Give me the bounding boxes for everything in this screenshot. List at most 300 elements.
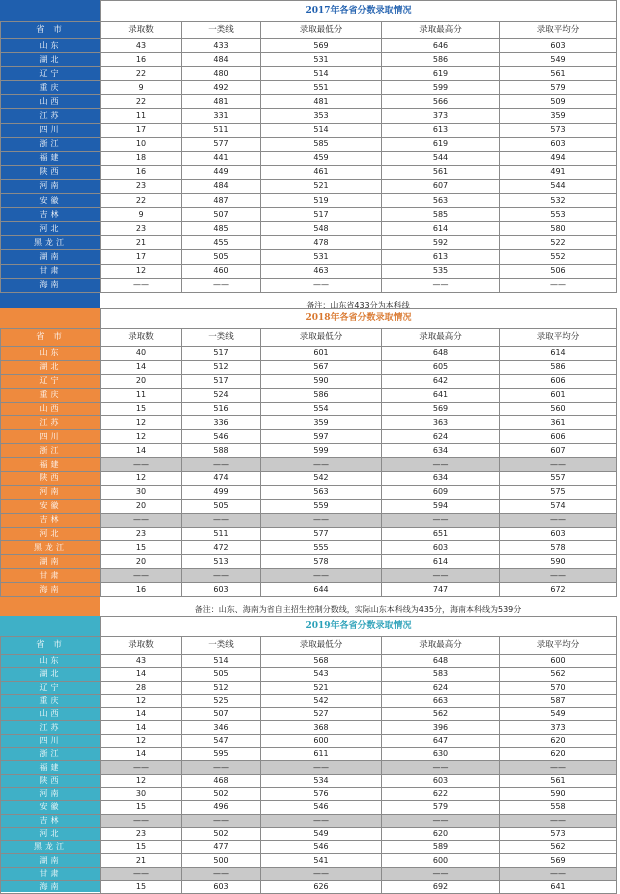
table-row	[1, 485, 617, 499]
table-row	[1, 388, 617, 402]
value-cell: 12	[101, 416, 182, 430]
value-cell: 576	[261, 787, 382, 800]
column-header: 录取平均分	[500, 22, 617, 39]
value-cell: 563	[382, 194, 500, 208]
value-cell: 373	[382, 109, 500, 123]
table-title-row	[1, 617, 617, 637]
value-cell: 363	[382, 416, 500, 430]
province-cell: 辽宁	[1, 67, 101, 81]
value-cell: ——	[500, 278, 617, 292]
column-header: 录取最低分	[261, 637, 382, 655]
scores-table	[0, 616, 617, 894]
table-row	[1, 109, 617, 123]
table-row	[1, 555, 617, 569]
value-cell: 21	[101, 236, 182, 250]
value-cell: 516	[182, 402, 261, 416]
province-cell: 辽宁	[1, 374, 101, 388]
value-cell: 544	[382, 151, 500, 165]
table-title-row	[1, 309, 617, 329]
title-spacer	[1, 617, 101, 637]
value-cell: 574	[500, 499, 617, 513]
value-cell: 600	[500, 655, 617, 668]
value-cell: ——	[500, 814, 617, 827]
province-cell: 浙江	[1, 444, 101, 458]
value-cell: 463	[261, 264, 382, 278]
province-cell: 甘肃	[1, 264, 101, 278]
section-2019	[0, 616, 620, 892]
value-cell: 549	[500, 53, 617, 67]
value-cell: 23	[101, 179, 182, 193]
value-cell: 500	[182, 854, 261, 867]
value-cell: 562	[382, 708, 500, 721]
value-cell: 484	[182, 179, 261, 193]
value-cell: 18	[101, 151, 182, 165]
value-cell: 373	[500, 721, 617, 734]
value-cell: ——	[182, 458, 261, 472]
value-cell: 546	[261, 841, 382, 854]
value-cell: ——	[500, 867, 617, 880]
value-cell: ——	[382, 569, 500, 583]
value-cell: 595	[182, 748, 261, 761]
column-header: 录取数	[101, 22, 182, 39]
table-row	[1, 668, 617, 681]
province-cell: 浙江	[1, 137, 101, 151]
province-cell: 山西	[1, 402, 101, 416]
value-cell: 477	[182, 841, 261, 854]
value-cell: 569	[382, 402, 500, 416]
value-cell: 12	[101, 694, 182, 707]
value-cell: 487	[182, 194, 261, 208]
table-row	[1, 123, 617, 137]
table-row	[1, 694, 617, 707]
value-cell: 553	[500, 208, 617, 222]
table-row	[1, 499, 617, 513]
value-cell: 517	[261, 208, 382, 222]
column-header: 录取最低分	[261, 329, 382, 347]
value-cell: 9	[101, 208, 182, 222]
value-cell: 642	[382, 374, 500, 388]
province-cell: 山西	[1, 708, 101, 721]
value-cell: 461	[261, 165, 382, 179]
province-cell: 山东	[1, 347, 101, 361]
value-cell: 551	[261, 81, 382, 95]
table-row	[1, 165, 617, 179]
table-row	[1, 458, 617, 472]
value-cell: 331	[182, 109, 261, 123]
value-cell: 549	[261, 827, 382, 840]
value-cell: 573	[500, 123, 617, 137]
table-row	[1, 67, 617, 81]
value-cell: 511	[182, 527, 261, 541]
column-header: 录取数	[101, 329, 182, 347]
value-cell: 502	[182, 787, 261, 800]
table-row	[1, 787, 617, 800]
column-header: 省 市	[1, 637, 101, 655]
table-row	[1, 527, 617, 541]
table-row	[1, 569, 617, 583]
province-cell: 重庆	[1, 81, 101, 95]
table-row	[1, 708, 617, 721]
value-cell: 609	[382, 485, 500, 499]
value-cell: 396	[382, 721, 500, 734]
value-cell: 519	[261, 194, 382, 208]
value-cell: 562	[500, 841, 617, 854]
value-cell: 561	[382, 165, 500, 179]
value-cell: 557	[500, 472, 617, 486]
value-cell: 507	[182, 708, 261, 721]
value-cell: 361	[500, 416, 617, 430]
value-cell: 12	[101, 264, 182, 278]
table-row	[1, 39, 617, 53]
province-cell: 四川	[1, 734, 101, 747]
value-cell: 43	[101, 655, 182, 668]
province-cell: 江苏	[1, 721, 101, 734]
value-cell: 17	[101, 123, 182, 137]
province-cell: 重庆	[1, 694, 101, 707]
value-cell: ——	[382, 458, 500, 472]
table-row	[1, 814, 617, 827]
value-cell: 14	[101, 360, 182, 374]
value-cell: ——	[261, 458, 382, 472]
province-cell: 福建	[1, 151, 101, 165]
table-row	[1, 264, 617, 278]
table-row	[1, 360, 617, 374]
value-cell: 569	[261, 39, 382, 53]
value-cell: 15	[101, 841, 182, 854]
province-cell: 安徽	[1, 801, 101, 814]
value-cell: ——	[182, 761, 261, 774]
province-cell: 陕西	[1, 472, 101, 486]
province-cell: 吉林	[1, 513, 101, 527]
province-cell: 山西	[1, 95, 101, 109]
column-header: 一类线	[182, 22, 261, 39]
table-row	[1, 236, 617, 250]
value-cell: 496	[182, 801, 261, 814]
value-cell: 648	[382, 347, 500, 361]
value-cell: 554	[261, 402, 382, 416]
value-cell: 506	[500, 264, 617, 278]
value-cell: 601	[500, 388, 617, 402]
value-cell: 611	[261, 748, 382, 761]
province-cell: 湖北	[1, 668, 101, 681]
value-cell: 561	[500, 774, 617, 787]
value-cell: ——	[382, 278, 500, 292]
value-cell: 622	[382, 787, 500, 800]
value-cell: 560	[500, 402, 617, 416]
value-cell: 648	[382, 655, 500, 668]
value-cell: 514	[182, 655, 261, 668]
value-cell: 522	[500, 236, 617, 250]
value-cell: 14	[101, 721, 182, 734]
province-cell: 河南	[1, 179, 101, 193]
value-cell: 626	[261, 881, 382, 894]
table-row	[1, 774, 617, 787]
value-cell: 485	[182, 222, 261, 236]
value-cell: 481	[182, 95, 261, 109]
value-cell: 562	[500, 668, 617, 681]
table-row	[1, 137, 617, 151]
value-cell: 472	[182, 541, 261, 555]
value-cell: 513	[182, 555, 261, 569]
value-cell: 583	[382, 668, 500, 681]
value-cell: 512	[182, 681, 261, 694]
value-cell: 512	[182, 360, 261, 374]
province-cell: 黑龙江	[1, 236, 101, 250]
value-cell: 594	[382, 499, 500, 513]
table-header-row	[1, 329, 617, 347]
table-row	[1, 583, 617, 597]
value-cell: 9	[101, 81, 182, 95]
value-cell: 542	[261, 472, 382, 486]
value-cell: 20	[101, 374, 182, 388]
value-cell: 603	[500, 137, 617, 151]
value-cell: ——	[101, 867, 182, 880]
province-cell: 吉林	[1, 208, 101, 222]
value-cell: 577	[261, 527, 382, 541]
value-cell: ——	[101, 278, 182, 292]
value-cell: 590	[261, 374, 382, 388]
province-cell: 河北	[1, 827, 101, 840]
value-cell: ——	[382, 513, 500, 527]
scores-table	[0, 308, 617, 597]
value-cell: 535	[382, 264, 500, 278]
value-cell: 607	[500, 444, 617, 458]
province-cell: 河南	[1, 787, 101, 800]
value-cell: 11	[101, 388, 182, 402]
province-cell: 辽宁	[1, 681, 101, 694]
value-cell: 531	[261, 53, 382, 67]
value-cell: ——	[182, 278, 261, 292]
column-header: 一类线	[182, 637, 261, 655]
value-cell: 346	[182, 721, 261, 734]
table-row	[1, 472, 617, 486]
value-cell: 546	[261, 801, 382, 814]
value-cell: 599	[261, 444, 382, 458]
value-cell: 580	[500, 222, 617, 236]
value-cell: 543	[261, 668, 382, 681]
table-row	[1, 250, 617, 264]
value-cell: 588	[182, 444, 261, 458]
value-cell: 549	[500, 708, 617, 721]
value-cell: 606	[500, 430, 617, 444]
value-cell: 460	[182, 264, 261, 278]
province-cell: 河北	[1, 222, 101, 236]
value-cell: 570	[500, 681, 617, 694]
value-cell: 585	[261, 137, 382, 151]
value-cell: 651	[382, 527, 500, 541]
province-cell: 陕西	[1, 774, 101, 787]
value-cell: ——	[261, 814, 382, 827]
value-cell: 641	[500, 881, 617, 894]
value-cell: 747	[382, 583, 500, 597]
value-cell: 559	[261, 499, 382, 513]
table-row	[1, 151, 617, 165]
column-header: 录取最高分	[382, 637, 500, 655]
value-cell: 521	[261, 681, 382, 694]
table-note: 备注：山东、海南为省自主招生控制分数线，实际山东本科线为435分，海南本科线为539分	[194, 605, 522, 615]
value-cell: 481	[261, 95, 382, 109]
table-row	[1, 278, 617, 292]
value-cell: 433	[182, 39, 261, 53]
value-cell: 569	[500, 854, 617, 867]
value-cell: ——	[182, 814, 261, 827]
table-row	[1, 761, 617, 774]
table-note: 备注：山东省433分为本科线	[306, 300, 410, 310]
value-cell: 646	[382, 39, 500, 53]
column-header: 一类线	[182, 329, 261, 347]
value-cell: 531	[261, 250, 382, 264]
value-cell: 607	[382, 179, 500, 193]
value-cell: 11	[101, 109, 182, 123]
province-cell: 湖北	[1, 53, 101, 67]
value-cell: ——	[382, 867, 500, 880]
value-cell: 14	[101, 748, 182, 761]
province-cell: 海南	[1, 583, 101, 597]
value-cell: 28	[101, 681, 182, 694]
value-cell: ——	[261, 761, 382, 774]
table-row	[1, 81, 617, 95]
value-cell: 613	[382, 123, 500, 137]
value-cell: ——	[500, 569, 617, 583]
value-cell: 605	[382, 360, 500, 374]
value-cell: 10	[101, 137, 182, 151]
value-cell: 606	[500, 374, 617, 388]
table-row	[1, 444, 617, 458]
value-cell: 16	[101, 583, 182, 597]
value-cell: 555	[261, 541, 382, 555]
province-cell: 河南	[1, 485, 101, 499]
value-cell: 492	[182, 81, 261, 95]
value-cell: 17	[101, 250, 182, 264]
table-row	[1, 827, 617, 840]
province-cell: 四川	[1, 123, 101, 137]
value-cell: 15	[101, 881, 182, 894]
value-cell: 567	[261, 360, 382, 374]
province-cell: 安徽	[1, 194, 101, 208]
value-cell: 517	[182, 347, 261, 361]
table-row	[1, 374, 617, 388]
value-cell: 359	[261, 416, 382, 430]
value-cell: 16	[101, 53, 182, 67]
column-header: 录取最高分	[382, 329, 500, 347]
table-header-row	[1, 637, 617, 655]
value-cell: 534	[261, 774, 382, 787]
province-cell: 湖南	[1, 555, 101, 569]
value-cell: ——	[101, 458, 182, 472]
value-cell: 517	[182, 374, 261, 388]
value-cell: 22	[101, 95, 182, 109]
value-cell: 566	[382, 95, 500, 109]
value-cell: 620	[500, 748, 617, 761]
column-header: 省 市	[1, 329, 101, 347]
value-cell: 597	[261, 430, 382, 444]
value-cell: 507	[182, 208, 261, 222]
province-cell: 陕西	[1, 165, 101, 179]
value-cell: 634	[382, 472, 500, 486]
table-row	[1, 208, 617, 222]
section-2017	[0, 0, 620, 308]
value-cell: 502	[182, 827, 261, 840]
table-row	[1, 854, 617, 867]
province-cell: 甘肃	[1, 867, 101, 880]
value-cell: 505	[182, 499, 261, 513]
value-cell: 614	[500, 347, 617, 361]
value-cell: 15	[101, 541, 182, 555]
value-cell: 23	[101, 827, 182, 840]
province-cell: 安徽	[1, 499, 101, 513]
table-title: 2017年各省分数录取情况	[101, 1, 617, 22]
value-cell: 601	[261, 347, 382, 361]
value-cell: ——	[101, 513, 182, 527]
value-cell: 23	[101, 527, 182, 541]
table-row	[1, 801, 617, 814]
value-cell: 603	[500, 39, 617, 53]
value-cell: 468	[182, 774, 261, 787]
value-cell: 548	[261, 222, 382, 236]
value-cell: ——	[500, 513, 617, 527]
value-cell: 603	[182, 881, 261, 894]
table-row	[1, 416, 617, 430]
value-cell: 575	[500, 485, 617, 499]
table-row	[1, 513, 617, 527]
table-row	[1, 347, 617, 361]
value-cell: 22	[101, 67, 182, 81]
value-cell: 585	[382, 208, 500, 222]
value-cell: 600	[382, 854, 500, 867]
value-cell: 552	[500, 250, 617, 264]
province-cell: 浙江	[1, 748, 101, 761]
value-cell: 544	[500, 179, 617, 193]
column-header: 录取平均分	[500, 637, 617, 655]
value-cell: 449	[182, 165, 261, 179]
value-cell: 30	[101, 485, 182, 499]
value-cell: 23	[101, 222, 182, 236]
table-row	[1, 194, 617, 208]
value-cell: 634	[382, 444, 500, 458]
value-cell: ——	[500, 458, 617, 472]
value-cell: 563	[261, 485, 382, 499]
value-cell: 505	[182, 250, 261, 264]
value-cell: 336	[182, 416, 261, 430]
table-row	[1, 867, 617, 880]
value-cell: 16	[101, 165, 182, 179]
value-cell: 590	[500, 555, 617, 569]
value-cell: 561	[500, 67, 617, 81]
value-cell: 521	[261, 179, 382, 193]
value-cell: 603	[382, 541, 500, 555]
scores-table	[0, 0, 617, 293]
value-cell: ——	[182, 867, 261, 880]
value-cell: 514	[261, 67, 382, 81]
value-cell: 478	[261, 236, 382, 250]
value-cell: 586	[500, 360, 617, 374]
province-cell: 江苏	[1, 109, 101, 123]
value-cell: 592	[382, 236, 500, 250]
value-cell: 647	[382, 734, 500, 747]
value-cell: 603	[382, 774, 500, 787]
value-cell: 40	[101, 347, 182, 361]
value-cell: ——	[182, 513, 261, 527]
value-cell: ——	[382, 761, 500, 774]
table-row	[1, 541, 617, 555]
province-cell: 江苏	[1, 416, 101, 430]
value-cell: 579	[382, 801, 500, 814]
value-cell: ——	[261, 569, 382, 583]
province-cell: 福建	[1, 458, 101, 472]
province-cell: 湖南	[1, 250, 101, 264]
value-cell: 509	[500, 95, 617, 109]
value-cell: 20	[101, 555, 182, 569]
